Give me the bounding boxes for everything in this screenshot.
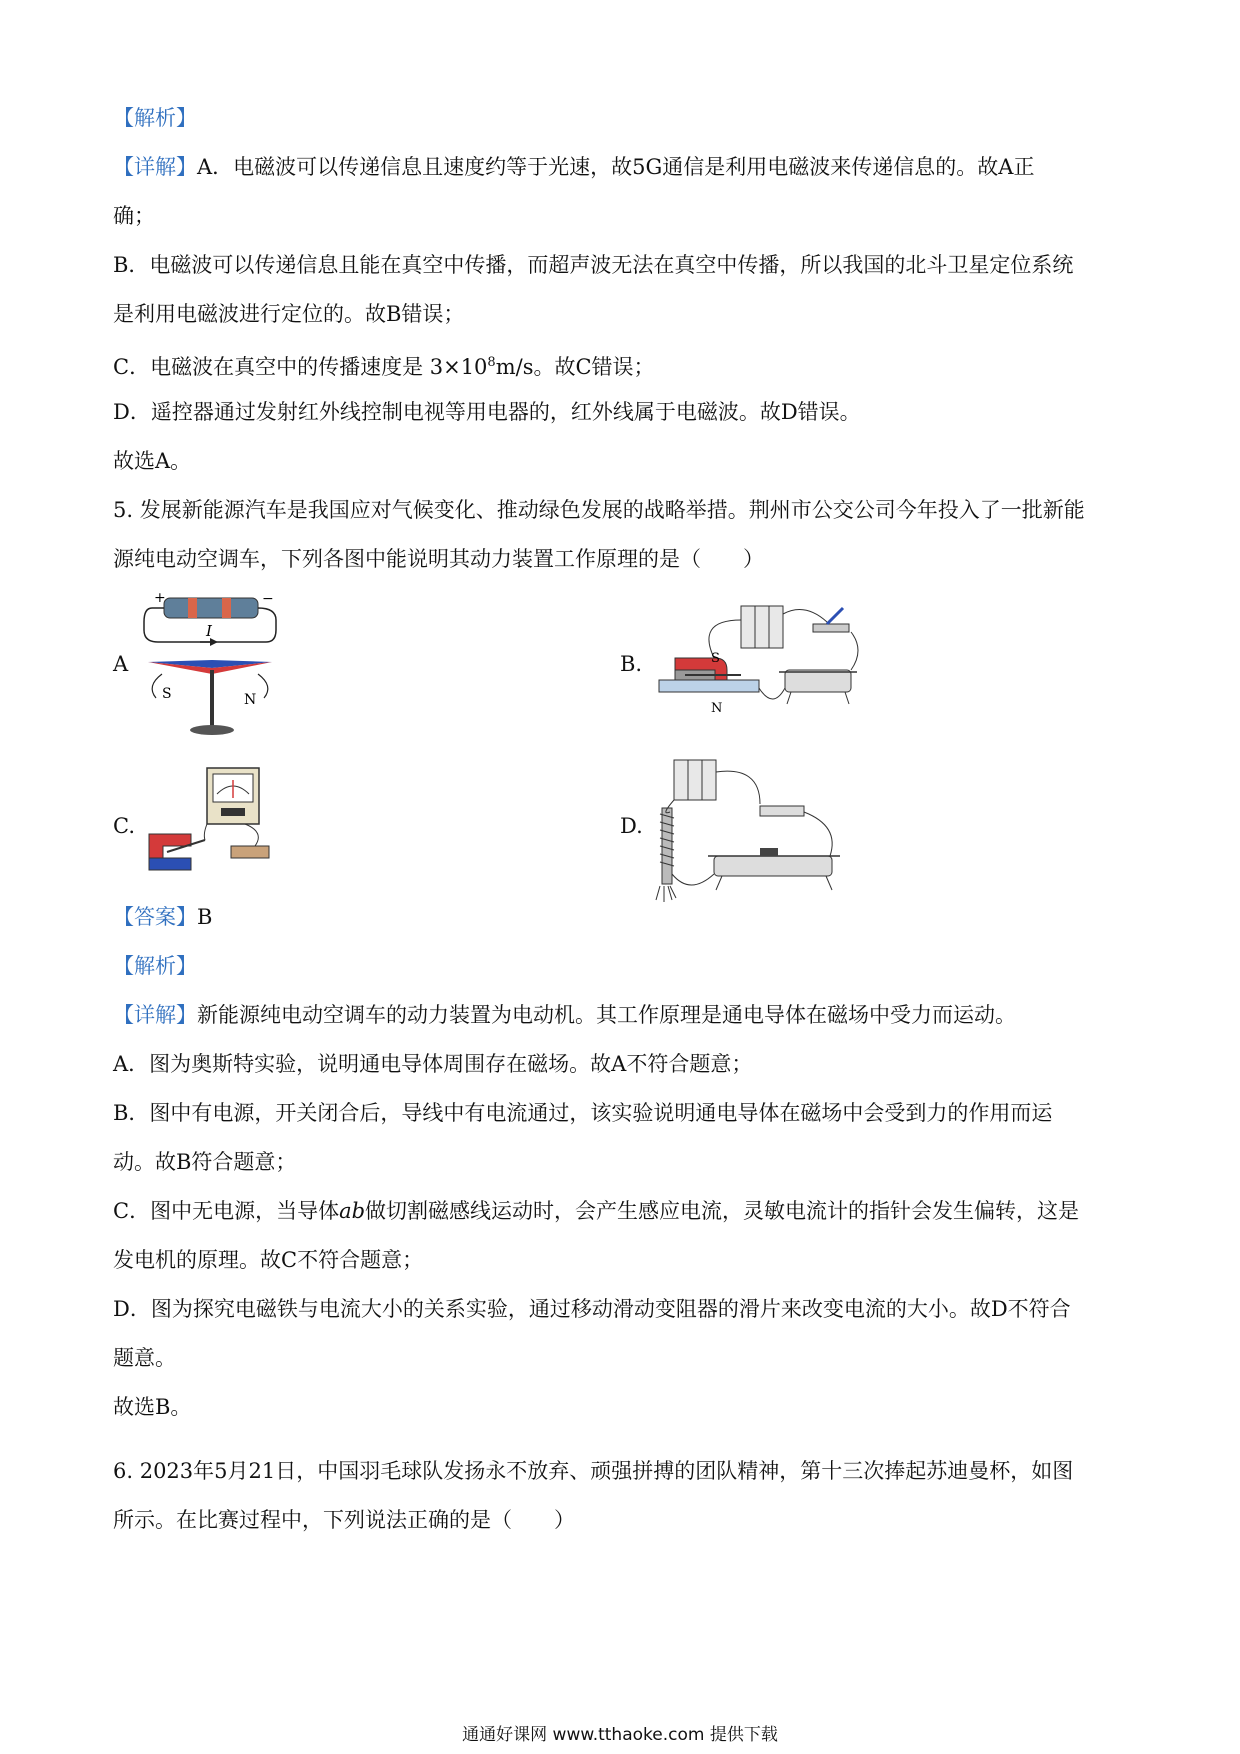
battery-minus-label: − bbox=[262, 591, 274, 607]
q5-detail-tag: 【详解】 bbox=[113, 1003, 197, 1027]
option-c-pre: C．电磁波在真空中的传播速度是 3×10 bbox=[113, 355, 488, 379]
option-c-label: C. bbox=[113, 814, 135, 838]
analysis-tag: 【解析】 bbox=[113, 106, 197, 130]
option-b-line2: 是利用电磁波进行定位的。故B错误； bbox=[113, 302, 465, 326]
answer-tag: 【答案】 bbox=[113, 905, 197, 929]
option-d-line: D．遥控器通过发射红外线控制电视等用电器的，红外线属于电磁波。故D错误。 bbox=[113, 400, 861, 424]
choose-line: 故选A。 bbox=[113, 449, 192, 473]
q5-choose-line: 故选B。 bbox=[113, 1395, 192, 1419]
answer-value: B bbox=[197, 905, 213, 929]
detail-a-text: A．电磁波可以传递信息且速度约等于光速，故5G通信是利用电磁波来传递信息的。故A正 bbox=[197, 155, 1035, 179]
q6-stem-line1: 6. 2023年5月21日，中国羽毛球队发扬永不放弃、顽强拼搏的团队精神，第十三次捧起苏迪曼杯，如图 bbox=[113, 1459, 1074, 1483]
needle-n-label: N bbox=[244, 692, 257, 708]
oersted-figure bbox=[140, 590, 280, 740]
electromagnet-figure bbox=[650, 756, 865, 904]
option-a-label: A bbox=[113, 652, 129, 676]
detail-a-line1 bbox=[113, 153, 1034, 181]
q6-stem-line2: 所示。在比赛过程中，下列说法正确的是（ ） bbox=[113, 1508, 575, 1532]
detail-a-line2: 确； bbox=[113, 204, 155, 228]
magnet-s-label: S bbox=[711, 651, 720, 666]
q5-detail-text: 新能源纯电动空调车的动力装置为电动机。其工作原理是通电导体在磁场中受力而运动。 bbox=[197, 1003, 1016, 1027]
magnet-n-label: N bbox=[711, 701, 723, 716]
q5-option-b-explain-line2: 动。故B符合题意； bbox=[113, 1150, 297, 1174]
q5-option-c-explain-line1 bbox=[113, 1197, 1079, 1225]
current-label: I bbox=[206, 622, 212, 640]
q5-option-b-explain-line1: B．图中有电源，开关闭合后，导线中有电流通过，该实验说明通电导体在磁场中会受到力的作用而运 bbox=[113, 1101, 1053, 1125]
battery-plus-label: + bbox=[154, 590, 166, 606]
q5-option-d-explain-line1: D．图为探究电磁铁与电流大小的关系实验，通过移动滑动变阻器的滑片来改变电流的大小。故D不符合 bbox=[113, 1297, 1071, 1321]
q5-detail-line bbox=[113, 1001, 1016, 1029]
option-c-line bbox=[113, 349, 655, 381]
q5-c-pre: C．图中无电源，当导体 bbox=[113, 1199, 340, 1223]
option-b-label: B. bbox=[620, 652, 643, 676]
q5-option-c-explain-line2: 发电机的原理。故C不符合题意； bbox=[113, 1248, 424, 1272]
q5-stem-line2: 源纯电动空调车，下列各图中能说明其动力装置工作原理的是（ ） bbox=[113, 547, 764, 571]
q5-analysis-tag: 【解析】 bbox=[113, 954, 197, 978]
needle-s-label: S bbox=[162, 686, 172, 702]
option-c-exponent: 8 bbox=[487, 355, 496, 370]
option-c-post: m/s。故C错误； bbox=[495, 355, 655, 379]
option-d-label: D. bbox=[620, 814, 643, 838]
detail-tag: 【详解】 bbox=[113, 155, 197, 179]
q5-option-a-explain: A．图为奥斯特实验，说明通电导体周围存在磁场。故A不符合题意； bbox=[113, 1052, 753, 1076]
q5-c-ab: ab bbox=[339, 1199, 366, 1223]
q5-stem-line1: 5. 发展新能源汽车是我国应对气候变化、推动绿色发展的战略举措。荆州市公交公司今年投入了一批新能 bbox=[113, 498, 1085, 522]
option-b-line1: B．电磁波可以传递信息且能在真空中传播，而超声波无法在真空中传播，所以我国的北斗卫星定位系统 bbox=[113, 253, 1074, 277]
page-footer: 通通好课网 www.tthaoke.com 提供下载 bbox=[462, 1725, 778, 1745]
q5-option-d-explain-line2: 题意。 bbox=[113, 1346, 176, 1370]
generator-principle-figure bbox=[145, 764, 280, 874]
motor-principle-figure bbox=[655, 600, 865, 730]
q5-answer-line bbox=[113, 903, 212, 931]
q5-c-post: 做切割磁感线运动时，会产生感应电流，灵敏电流计的指针会发生偏转，这是 bbox=[365, 1199, 1080, 1223]
